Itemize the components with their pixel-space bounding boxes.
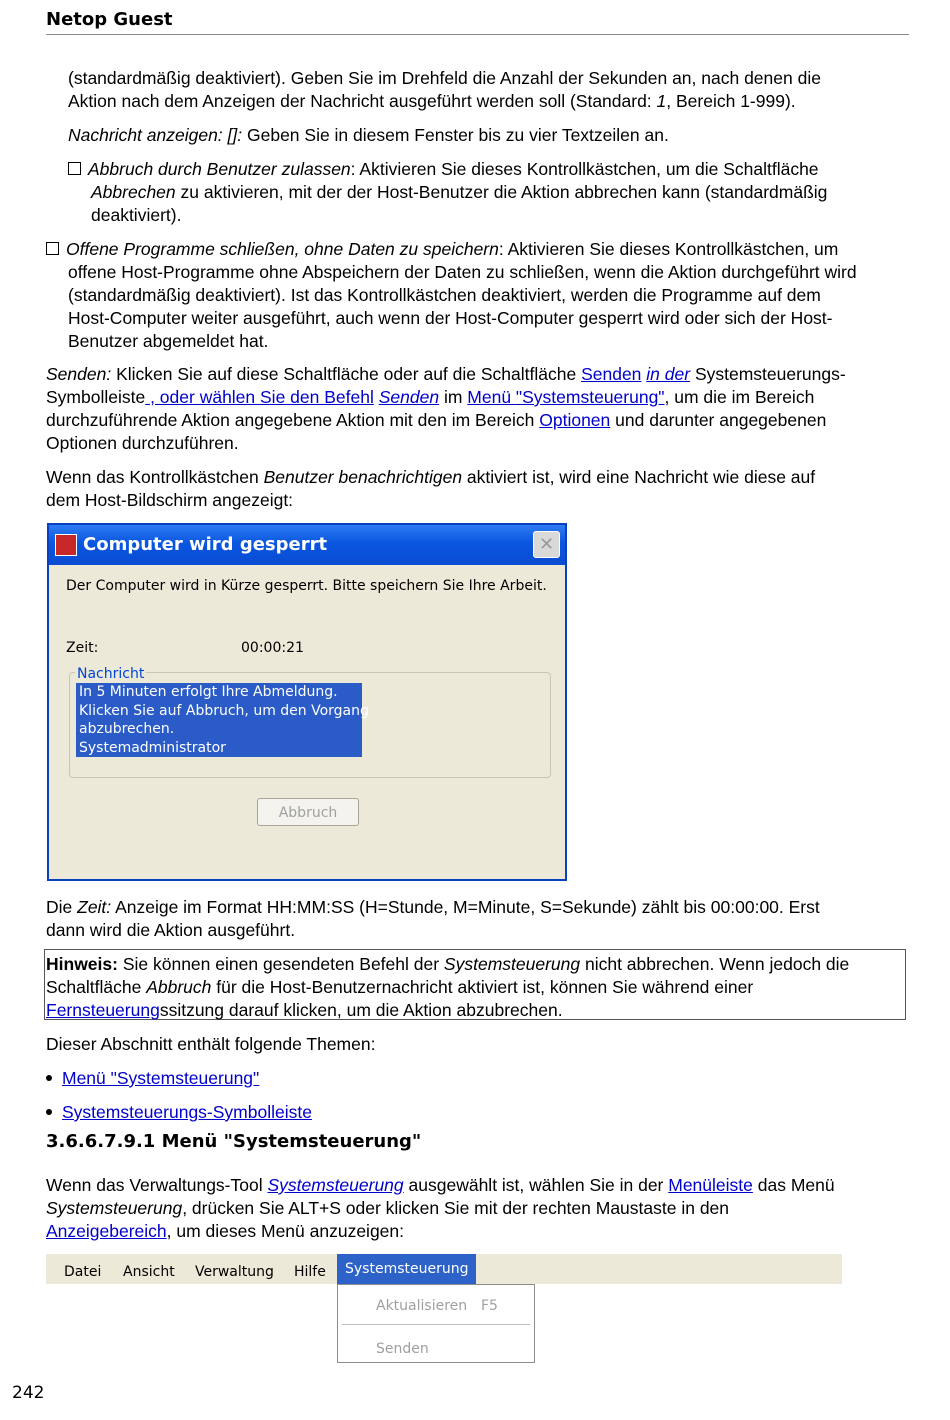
dialog-message: Der Computer wird in Kürze gesperrt. Bitte speichern Sie Ihre Arbeit. (66, 578, 547, 594)
header-title: Netop Guest (46, 9, 173, 30)
link-senden[interactable]: Senden (581, 364, 642, 384)
text: dann wird die Aktion ausgeführt. (46, 920, 296, 940)
text-italic: Nachricht anzeigen: []: (68, 125, 243, 145)
message-text (76, 683, 369, 757)
text: Wenn das Verwaltungs-Tool (46, 1175, 268, 1195)
link-anzeigebereich[interactable]: Anzeigebereich (46, 1221, 167, 1241)
lock-dialog (47, 523, 567, 881)
dialog-titlebar (49, 525, 565, 565)
page-header (46, 8, 909, 35)
message-group-label: Nachricht (75, 663, 146, 686)
text: nicht abbrechen. Wenn jedoch die (580, 954, 850, 974)
text: im (439, 387, 468, 407)
text: und darunter angegebenen (610, 410, 827, 430)
menu-item-aktualisieren[interactable]: Aktualisieren (376, 1298, 468, 1314)
link-in-der[interactable]: in der (646, 364, 691, 384)
text: Systemsteuerungs- (690, 364, 846, 384)
message-line: Klicken Sie auf Abbruch, um den Vorgang (79, 702, 369, 719)
close-icon[interactable]: ✕ (533, 531, 560, 558)
text: Anzeige im Format HH:MM:SS (H=Stunde, M=Minute, S=Sekunde) zählt bis 00:00:00. Erst (111, 897, 820, 917)
note-box (44, 949, 906, 1020)
menu-hilfe[interactable]: Hilfe (294, 1264, 326, 1280)
abbruch-button[interactable]: Abbruch (257, 798, 359, 826)
paragraph-cancel-option (68, 158, 898, 227)
bullet-icon (46, 1109, 52, 1115)
page-number: 242 (12, 1383, 45, 1403)
text: zu aktivieren, mit der der Host-Benutzer die Aktion abbrechen kann (standardmäßig (175, 182, 828, 202)
text: Optionen durchzuführen. (46, 433, 239, 453)
paragraph-senden (46, 363, 916, 455)
text: Wenn das Kontrollkästchen (46, 467, 264, 487)
text: durchzuführende Aktion angegebene Aktion mit den im Bereich (46, 410, 540, 430)
message-line: In 5 Minuten erfolgt Ihre Abmeldung. (79, 684, 338, 700)
menu-bar (46, 1254, 842, 1284)
text: Geben Sie in diesem Fenster bis zu vier Textzeilen an. (242, 125, 669, 145)
topics-intro: Dieser Abschnitt enthält folgende Themen: (46, 1034, 376, 1054)
text: Aktion nach dem Anzeigen der Nachricht ausgeführt werden soll (Standard: (68, 91, 657, 111)
text: für die Host-Benutzernachricht aktiviert ist, können Sie während einer (211, 977, 754, 997)
text-italic: Abbruch (146, 977, 212, 997)
link-fernsteuerung[interactable]: Fernsteuerung (46, 1000, 160, 1020)
text: dem Host-Bildschirm angezeigt: (46, 490, 294, 510)
time-label: Zeit: (66, 640, 99, 656)
text-italic: 1 (656, 91, 667, 111)
text: Schaltfläche (46, 977, 147, 997)
message-line: abzubrechen. (79, 721, 175, 737)
systemsteuerung-dropdown (337, 1284, 535, 1363)
text: , um die im Bereich (664, 387, 815, 407)
dialog-title: Computer wird gesperrt (83, 534, 328, 555)
paragraph-delay (68, 67, 821, 113)
menu-item-senden[interactable]: Senden (376, 1341, 429, 1357)
text-italic: Abbruch durch Benutzer zulassen (88, 159, 351, 179)
paragraph-notify (46, 466, 906, 512)
text: ausgewählt ist, wählen Sie in der (403, 1175, 669, 1195)
link-menuleiste[interactable]: Menüleiste (668, 1175, 753, 1195)
message-line: Systemadministrator (79, 739, 226, 756)
text-italic: Systemsteuerung (443, 954, 581, 974)
menu-separator (342, 1324, 530, 1325)
paragraph-menu (46, 1174, 916, 1243)
shortcut-label: F5 (481, 1298, 498, 1314)
menu-verwaltung[interactable]: Verwaltung (195, 1264, 274, 1280)
link-topic-toolbar[interactable]: Systemsteuerungs-Symbolleiste (62, 1102, 312, 1122)
text: Host-Computer weiter ausgeführt, auch wenn der Host-Computer gesperrt wird oder sich der Host- (68, 308, 833, 328)
link-optionen[interactable]: Optionen (539, 410, 611, 430)
time-value: 00:00:21 (241, 640, 304, 656)
text: Symbolleiste (46, 387, 146, 407)
text: Sie können einen gesendeten Befehl der (117, 954, 444, 974)
note-label: Hinweis: (46, 954, 118, 974)
paragraph-zeit (46, 896, 906, 942)
text-italic: Offene Programme schließen, ohne Daten zu speichern (66, 239, 499, 259)
text: , um dieses Menü anzuzeigen: (166, 1221, 405, 1241)
menu-systemsteuerung[interactable]: Systemsteuerung (337, 1254, 476, 1284)
text: (standardmäßig deaktiviert). Geben Sie im Drehfeld die Anzahl der Sekunden an, nach denen die (68, 68, 821, 88)
text-italic: Benutzer benachrichtigen (263, 467, 463, 487)
paragraph-close-programs (46, 238, 906, 353)
text: Benutzer abgemeldet hat. (68, 331, 269, 351)
text-italic: Zeit: (77, 897, 112, 917)
paragraph-message (68, 124, 669, 147)
link-senden-command[interactable]: Senden (378, 387, 440, 407)
menu-ansicht[interactable]: Ansicht (123, 1264, 175, 1280)
link-menu-systemsteuerung[interactable]: Menü "Systemsteuerung" (467, 387, 665, 407)
link-befehl[interactable]: , oder wählen Sie den Befehl (145, 387, 374, 407)
text: offene Host-Programme ohne Abspeichern der Daten zu schließen, wenn die Aktion durchgeführt wird (68, 262, 857, 282)
checkbox-icon (68, 162, 81, 175)
checkbox-icon (46, 242, 59, 255)
text-italic: Abbrechen (91, 182, 176, 202)
text: , Bereich 1-999). (666, 91, 796, 111)
text: deaktiviert). (91, 205, 182, 225)
text: , drücken Sie ALT+S oder klicken Sie mit der rechten Maustaste in den (182, 1198, 730, 1218)
bullet-icon (46, 1075, 52, 1081)
text-italic: Senden: (46, 364, 112, 384)
text: Die (46, 897, 78, 917)
text: ssitzung darauf klicken, um die Aktion abzubrechen. (159, 1000, 563, 1020)
topic-item (46, 1067, 259, 1090)
menu-datei[interactable]: Datei (64, 1264, 102, 1280)
text: das Menü (752, 1175, 835, 1195)
section-heading: 3.6.6.7.9.1 Menü "Systemsteuerung" (46, 1131, 422, 1152)
link-topic-menu[interactable]: Menü "Systemsteuerung" (62, 1068, 260, 1088)
text: : Aktivieren Sie dieses Kontrollkästchen, um die Schaltfläche (350, 159, 819, 179)
computer-lock-icon (55, 534, 77, 556)
topic-item (46, 1101, 312, 1124)
text: (standardmäßig deaktiviert). Ist das Kontrollkästchen deaktiviert, werden die Programme auf dem (68, 285, 821, 305)
link-systemsteuerung[interactable]: Systemsteuerung (267, 1175, 404, 1195)
text: Klicken Sie auf diese Schaltfläche oder auf die Schaltfläche (111, 364, 582, 384)
text: aktiviert ist, wird eine Nachricht wie diese auf (462, 467, 816, 487)
text-italic: Systemsteuerung (46, 1198, 183, 1218)
text: : Aktivieren Sie dieses Kontrollkästchen, um (498, 239, 839, 259)
